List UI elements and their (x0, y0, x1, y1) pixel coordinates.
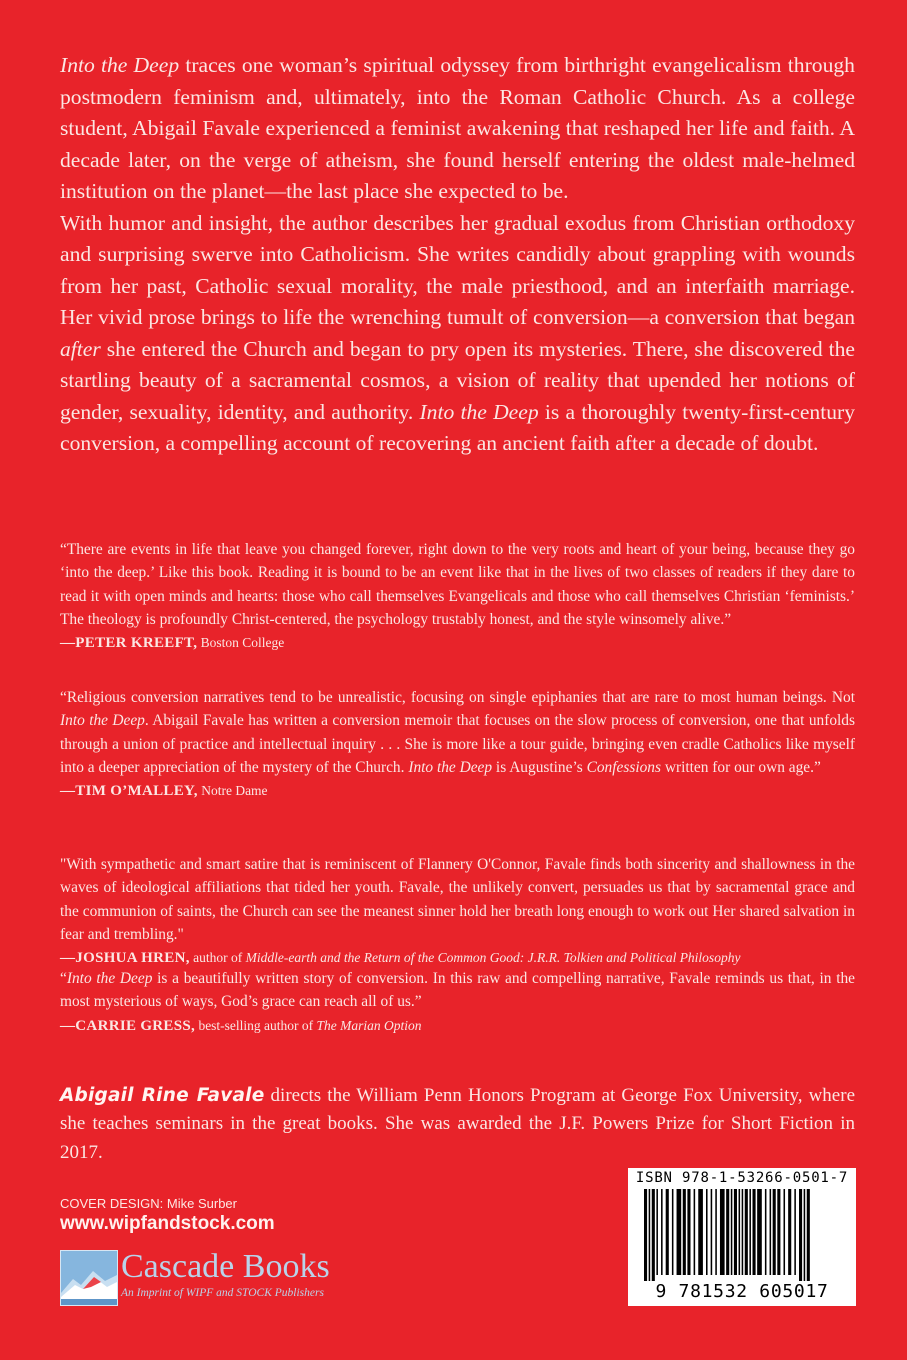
endorsement-attribution (60, 947, 855, 969)
barcode-bar (694, 1189, 696, 1275)
blurb-text: is a thoroughly twenty-first-century conversion, a compelling account of recovering an ancient faith after a decade of doubt. (60, 399, 855, 455)
book-title-italic: Into the Deep (66, 970, 153, 987)
barcode-bar (745, 1189, 748, 1275)
author-bio (60, 1082, 855, 1167)
barcode-bar (644, 1189, 647, 1281)
endorsement-text: "With sympathetic and smart satire that is reminiscent of Flannery O'Connor, Favale finds both sincerity and shallowness in the waves of ideological affiliations that tided her youth. Favale, the unlikely convert, persuades us that by sacramental grace and the communion of saints, the Church can see the meanest sinner hold her breath long enough to work out Her shared salvation in fear and trembling." (60, 856, 855, 943)
book-blurb (60, 50, 855, 460)
blurb-paragraph-1 (60, 50, 855, 208)
barcode-bar (683, 1189, 686, 1275)
mountain-logo-icon (60, 1250, 118, 1306)
barcode-bar (794, 1189, 796, 1275)
endorser-name: —CARRIE GRESS, (60, 1017, 196, 1034)
barcode-bar (739, 1189, 741, 1275)
barcode-bar (687, 1189, 690, 1275)
barcode-bar (753, 1189, 756, 1275)
barcode-bar (765, 1189, 767, 1275)
cover-design-credit (60, 1196, 237, 1211)
author-name: Abigail Rine Favale (60, 1085, 265, 1106)
book-title-italic: Into the Deep (408, 758, 493, 776)
barcode-bar (773, 1189, 776, 1275)
endorsement-omalley (60, 686, 855, 802)
text-run: is a beautifully written story of conversion. In this raw and compelling narrative, Favale reminds us that, in the most mysterious of ways, God’s grace can reach all of us.” (60, 970, 855, 1011)
text-run: “Religious conversion narratives tend to be unrealistic, focusing on single epiphanies that are rare to most human beings. Not (60, 689, 855, 706)
endorser-affiliation: Boston College (197, 635, 285, 651)
endorsement-attribution (60, 632, 855, 654)
barcode-bar (731, 1189, 733, 1275)
barcode-bar (784, 1189, 786, 1275)
designer-name: Mike Surber (163, 1196, 237, 1211)
endorsement-hren (60, 853, 855, 969)
barcode-bar (757, 1189, 762, 1275)
barcode-bar (666, 1189, 669, 1275)
text-run: . Abigail Favale has written a conversion memoir that focuses on the slow process of conversion, one that unfolds through a union of practice and intellectual inquiry . . . She is more like a tour guide, bringing even cradle Catholics like myself into a deeper appreciation of the mystery of the Church. (60, 712, 855, 776)
text-run: written for our own age.” (660, 758, 821, 776)
barcode-bar (661, 1189, 663, 1275)
blurb-text: With humor and insight, the author describes her gradual exodus from Christian orthodoxy and surprising swerve into Catholicism. She writes candidly about grappling with wounds from her past, Catholic sexual morality, the male priesthood, and an interfaith marriage. Her vivid prose brings to life the wrenching tumult of conversion—a conversion that began (60, 210, 855, 329)
endorser-book-title: Middle-earth and the Return of the Common Good: J.R.R. Tolkien and Political Philosophy (245, 950, 741, 966)
endorsement-attribution (60, 780, 855, 802)
barcode-bar (649, 1189, 651, 1281)
barcode-bar (720, 1189, 725, 1275)
author-bio-text: directs the William Penn Honors Program at George Fox University, where she teaches seminars in the great books. She was awarded the J.F. Powers Prize for Short Fiction in 2017. (60, 1085, 855, 1163)
barcode-bar (715, 1189, 717, 1275)
publisher-name: Cascade Books (121, 1248, 330, 1285)
blurb-text: traces one woman’s spiritual odyssey from birthright evangelicalism through postmodern feminism and, ultimately, into the Roman Catholic Church. As a college student, Abigail Favale experienced a feminist awakening that reshaped her life and faith. A decade later, on the verge of atheism, she found herself entering the oldest male-helmed institution on the planet—the last place she expected to be. (60, 53, 855, 203)
endorser-name: —JOSHUA HREN, (60, 950, 190, 967)
isbn-barcode (628, 1168, 856, 1306)
barcode-bar (770, 1189, 772, 1275)
barcode-bar (706, 1189, 708, 1275)
endorsement-text: “There are events in life that leave you changed forever, right down to the very roots and heart of your being, because they go ‘into the deep.’ Like this book. Reading it is bound to be an event like that in the lives of two classes of readers if they dare to read it with open minds and hearts: those who call themselves Evangelicals and those who call themselves Christian ‘feminists.’ The theology is profoundly Christ-centered, the psychology trustably honest, and the style winsomely alive.” (60, 541, 855, 628)
barcode-bar (799, 1189, 802, 1281)
isbn-digits: 9 781532 605017 (655, 1281, 829, 1302)
endorser-name: —PETER KREEFT, (60, 635, 198, 652)
text-run: is Augustine’s (492, 758, 587, 776)
barcode-bar (742, 1189, 744, 1275)
publisher-block (60, 1247, 400, 1307)
endorser-affiliation: author of (189, 950, 246, 966)
barcode-bar (807, 1189, 810, 1281)
text-run: “ (60, 970, 67, 987)
endorsement-attribution (60, 1015, 855, 1037)
book-title-italic: Confessions (586, 758, 661, 776)
barcode-bar (788, 1189, 791, 1275)
endorsement-kreeft (60, 538, 855, 654)
book-title-italic: Into the Deep (60, 53, 180, 77)
publisher-imprint: An Imprint of WIPF and STOCK Publishers (121, 1287, 324, 1299)
endorser-book-title: The Marian Option (316, 1017, 422, 1033)
barcode-bar (698, 1189, 703, 1275)
emphasis-word: after (60, 336, 101, 361)
barcode-bar (711, 1189, 713, 1275)
barcode-bar (656, 1189, 658, 1275)
barcode-bar (677, 1189, 682, 1275)
endorser-affiliation: best-selling author of (195, 1017, 317, 1033)
endorser-affiliation: Notre Dame (197, 783, 268, 799)
barcode-bar (749, 1189, 751, 1275)
barcode-bar (726, 1189, 729, 1275)
barcode-bar (672, 1189, 674, 1275)
endorser-name: —TIM O’MALLEY, (60, 783, 198, 800)
barcode-bar (734, 1189, 737, 1275)
barcode-bars (634, 1189, 850, 1281)
book-title-italic: Into the Deep (60, 712, 145, 730)
book-title-italic: Into the Deep (419, 399, 539, 424)
barcode-bar (652, 1189, 655, 1281)
publisher-website[interactable]: www.wipfandstock.com (60, 1213, 275, 1234)
blurb-text: she entered the Church and began to pry open its mysteries. There, she discovered the startling beauty of a sacramental cosmos, a vision of reality that upended her notions of gender, sexuality, identity, and authority. (60, 336, 855, 424)
endorsement-gress (60, 967, 855, 1037)
endorsement-text (60, 686, 855, 779)
credit-label: COVER DESIGN: (60, 1196, 164, 1211)
barcode-bar (804, 1189, 806, 1281)
blurb-paragraph-2 (60, 208, 855, 460)
barcode-bar (777, 1189, 780, 1275)
endorsement-text (60, 967, 855, 1014)
isbn-label: ISBN 978-1-53266-0501-7 (635, 1170, 849, 1186)
